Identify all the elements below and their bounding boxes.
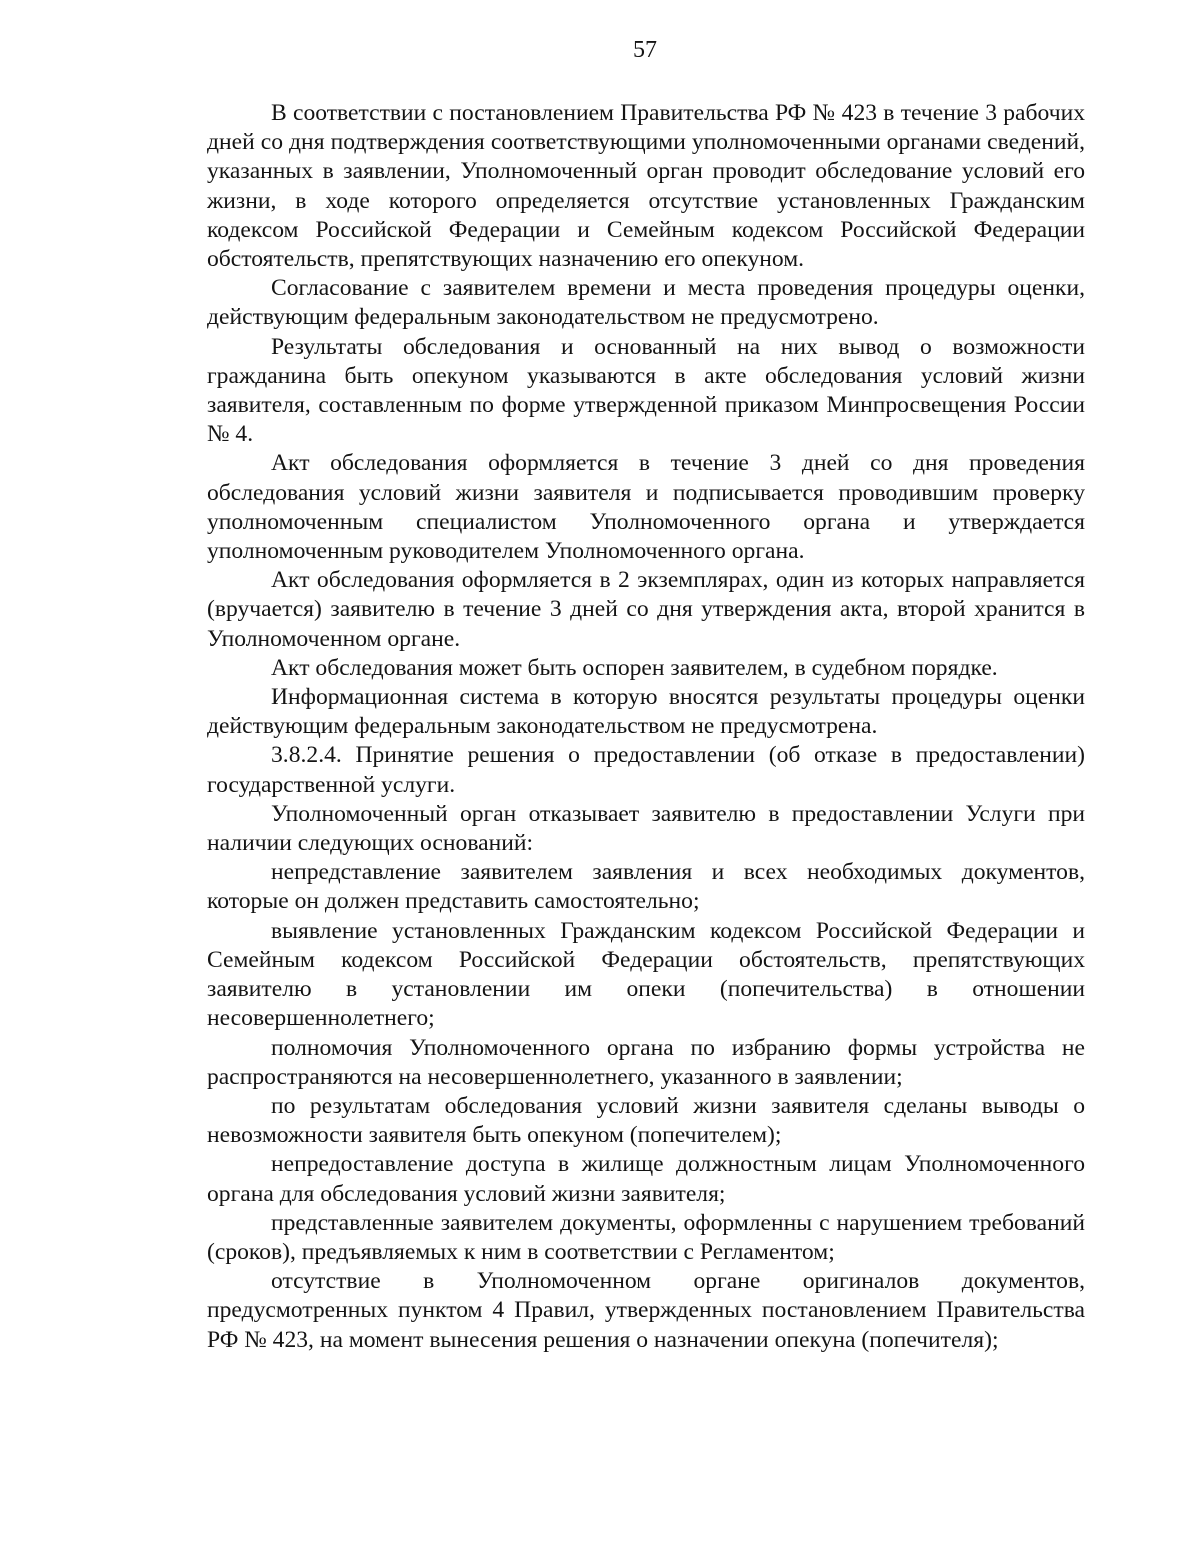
list-item: отсутствие в Уполномоченном органе оригиналов документов, предусмотренных пунктом 4 Правил, утвержденных постановлением Правительства РФ № 423, на момент вынесения решения о назначении опекуна (попечителя);	[207, 1268, 1085, 1353]
paragraph: Акт обследования оформляется в 2 экземплярах, один из которых направляется (вручается) заявителю в течение 3 дней со дня утверждения акта, второй хранится в Уполномоченном органе.	[207, 567, 1085, 652]
paragraph: Информационная система в которую вносятся результаты процедуры оценки действующим федеральным законодательством не предусмотрена.	[207, 684, 1085, 740]
list-item: полномочия Уполномоченного органа по избранию формы устройства не распространяются на несовершеннолетнего, указанного в заявлении;	[207, 1034, 1085, 1090]
paragraph: В соответствии с постановлением Правительства РФ № 423 в течение 3 рабочих дней со дня подтверждения соответствующими уполномоченными органами сведений, указанных в заявлении, Уполномоченный орган проводит обследование условий его жизни, в ходе которого определяется отсутствие установленных Гражданским кодексом Российской Федерации и Семейным кодексом Российской Федерации обстоятельств, препятствующих назначению его опекуном.	[207, 100, 1085, 273]
list-item: представленные заявителем документы, оформленны с нарушением требований (сроков), предъявляемых к ним в соответствии с Регламентом;	[207, 1209, 1085, 1265]
list-item: непредставление заявителем заявления и всех необходимых документов, которые он должен представить самостоятельно;	[207, 859, 1085, 915]
paragraph: Согласование с заявителем времени и места проведения процедуры оценки, действующим федеральным законодательством не предусмотрено.	[207, 275, 1085, 331]
list-item: непредоставление доступа в жилище должностным лицам Уполномоченного органа для обследования условий жизни заявителя;	[207, 1151, 1085, 1207]
page-number: 57	[633, 37, 657, 63]
list-item: выявление установленных Гражданским кодексом Российской Федерации и Семейным кодексом Российской Федерации обстоятельств, препятствующих заявителю в установлении им опеки (попечительства) в отношении несовершеннолетнего;	[207, 917, 1085, 1032]
paragraph: Акт обследования может быть оспорен заявителем, в судебном порядке.	[271, 654, 998, 681]
section-heading: 3.8.2.4. Принятие решения о предоставлении (об отказе в предоставлении) государственной услуги.	[207, 742, 1085, 798]
document-body	[207, 99, 1085, 1355]
paragraph: Акт обследования оформляется в течение 3 дней со дня проведения обследования условий жизни заявителя и подписывается проводившим проверку уполномоченным специалистом Уполномоченного органа и утверждается уполномоченным руководителем Уполномоченного органа.	[207, 450, 1085, 565]
paragraph: Результаты обследования и основанный на них вывод о возможности гражданина быть опекуном указываются в акте обследования условий жизни заявителя, составленным по форме утвержденной приказом Минпросвещения России № 4.	[207, 333, 1085, 448]
list-item: по результатам обследования условий жизни заявителя сделаны выводы о невозможности заявителя быть опекуном (попечителем);	[207, 1092, 1085, 1149]
paragraph: Уполномоченный орган отказывает заявителю в предоставлении Услуги при наличии следующих оснований:	[207, 800, 1085, 857]
